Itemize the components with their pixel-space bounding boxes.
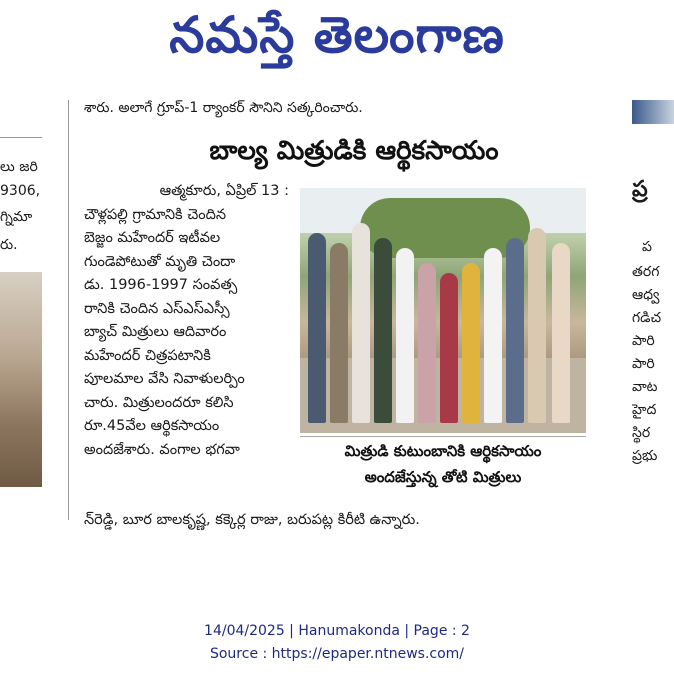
photo-person: [552, 243, 570, 423]
left-divider: [0, 137, 42, 138]
photo-person: [352, 223, 370, 423]
photo-person: [462, 263, 480, 423]
article-closing-line: న్‌రెడ్డి, బూర బాలకృష్ణ, కక్కెర్ల రాజు, బరుపట్ల కిరీటి ఉన్నారు.: [84, 512, 420, 528]
right-text-line: ప: [642, 239, 652, 255]
previous-article-tail: శారు. అలాగే గ్రూప్‌-1 ర్యాంకర్‌ సౌనిని సత్కరించారు.: [84, 100, 363, 116]
photo-person: [374, 238, 392, 423]
footer-date-edition: 14/04/2025 | Hanumakonda | Page : 2: [204, 623, 470, 639]
right-text-line: ప్రభు: [632, 448, 658, 464]
body-line: బెజ్జం మహేందర్‌ ఇటీవల: [84, 230, 221, 246]
right-photo-fragment: [632, 100, 674, 124]
photo-person: [440, 273, 458, 423]
body-line: చారు. మిత్రులందరూ కలిసి: [84, 394, 234, 411]
right-text-line: పారి: [632, 333, 655, 349]
right-text-line: హైద: [632, 402, 657, 418]
photo-caption: [300, 438, 586, 490]
right-text-line: తరగ: [632, 264, 660, 280]
body-line: రానికి చెందిన ఎస్‌ఎస్‌ఎస్సీ: [84, 300, 230, 317]
page-footer: [0, 620, 674, 666]
left-text-line: గ్నిమా: [0, 209, 33, 225]
body-line: పూలమాల వేసి నివాళులర్పిం: [84, 371, 245, 387]
left-text-line: రు.: [0, 237, 18, 253]
column-divider: [68, 100, 69, 520]
body-line: బ్యాచ్‌ మిత్రులు ఆదివారం: [84, 324, 227, 340]
body-line: చౌళ్లపల్లి గ్రామానికి చెందిన: [84, 206, 227, 223]
right-text-line: గడిచ: [632, 310, 662, 326]
right-heading-fragment: ప్ర: [632, 177, 648, 202]
right-text-line: వాట: [632, 379, 658, 395]
caption-divider: [300, 436, 586, 437]
photo-person: [506, 238, 524, 423]
caption-line: అందజేస్తున్న తోటి మిత్రులు: [364, 468, 522, 486]
body-line: అందజేశారు. వంగాల భగవా: [84, 441, 240, 458]
footer-source: Source : https://epaper.ntnews.com/: [209, 646, 465, 662]
body-line: రూ.45వేల ఆర్థికసాయం: [84, 418, 220, 434]
right-text-line: పారి: [632, 356, 655, 372]
body-line: గుండెపోటుతో మృతి చెందా: [84, 253, 236, 270]
photo-person: [330, 243, 348, 423]
body-line: ఆత్మకూరు, ఏప్రిల్‌ 13 :: [159, 183, 289, 199]
body-line: డు. 1996-1997 సంవత్స: [84, 277, 238, 293]
article-photo: [300, 188, 586, 433]
left-text-line: లు జరి: [0, 159, 38, 175]
right-text-line: స్థిర: [632, 425, 651, 441]
photo-person: [418, 263, 436, 423]
photo-person: [528, 228, 546, 423]
article-body: [84, 180, 289, 462]
newspaper-title: నమస్తే తెలంగాణ: [169, 6, 505, 64]
masthead: [0, 0, 674, 85]
right-column-fragment: [632, 126, 674, 536]
body-line: మహేందర్‌ చిత్రపటానికి: [84, 347, 211, 364]
right-text-line: ఆధ్వ: [632, 287, 660, 303]
left-text-line: 9306,: [0, 183, 41, 199]
left-photo-fragment: [0, 272, 42, 487]
photo-person: [484, 248, 502, 423]
photo-person: [396, 248, 414, 423]
photo-person: [308, 233, 326, 423]
article-headline: బాల్య మిత్రుడికి ఆర్థికసాయం: [209, 136, 499, 166]
caption-line: మిత్రుడి కుటుంబానికి ఆర్థికసాయం: [344, 442, 542, 460]
